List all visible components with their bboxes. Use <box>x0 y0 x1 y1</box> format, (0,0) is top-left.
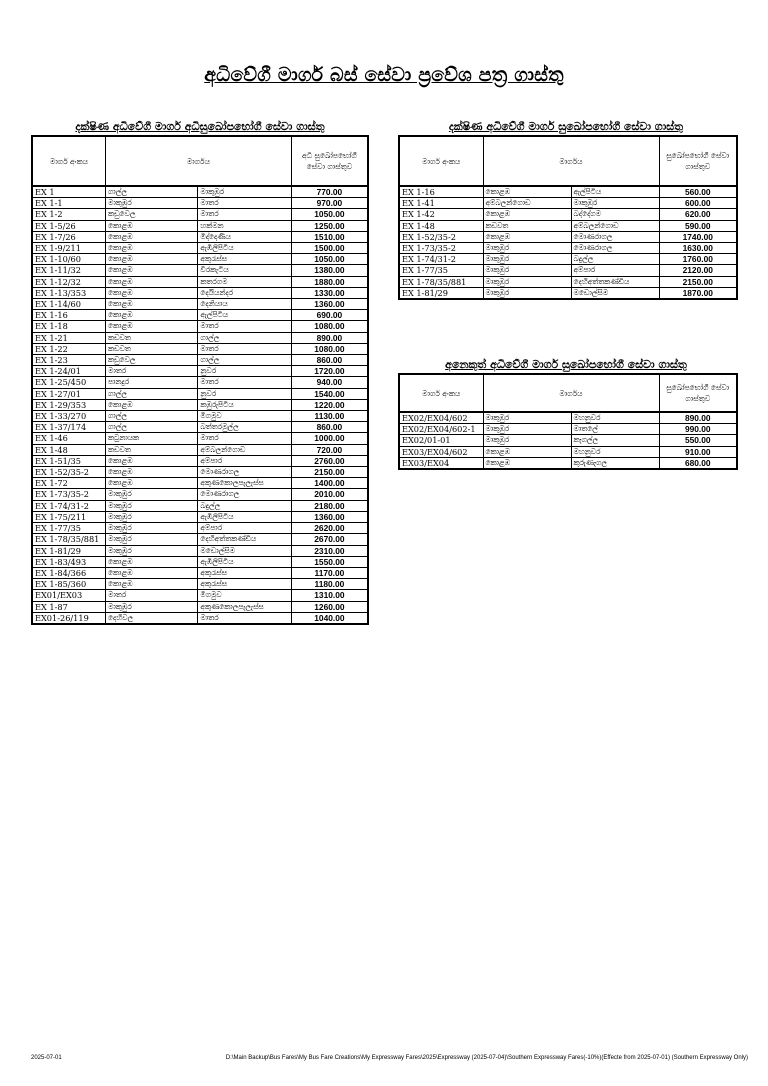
table-row <box>32 567 368 578</box>
route-number: EX 1-74/31-2 <box>32 500 106 511</box>
route-number: EX 1-21 <box>32 332 106 343</box>
route-origin: කොළඹ <box>106 299 198 310</box>
route-number: EX 1-33/270 <box>32 411 106 422</box>
route-number: EX 1-18 <box>32 321 106 332</box>
fare-value: 1080.00 <box>291 321 368 332</box>
route-destination: අම්පාර <box>198 523 291 534</box>
fare-value: 600.00 <box>659 198 737 209</box>
fare-value: 1130.00 <box>291 411 368 422</box>
route-number: EX02/EX04/602-1 <box>399 424 483 435</box>
table-row <box>32 198 368 209</box>
route-number: EX 1-77/35 <box>399 265 483 276</box>
route-destination: මාතලේ <box>571 424 659 435</box>
fare-value: 1510.00 <box>291 231 368 242</box>
route-destination: මාකුඹුර <box>571 198 659 209</box>
fare-header: සුඛෝපභෝගී සේවා ගාස්තුව <box>659 374 737 412</box>
route-origin: අම්බලන්ගොඩ <box>483 198 571 209</box>
route-destination: ඇඹිලිපිටිය <box>198 556 291 567</box>
route-number: EX01/EX03 <box>32 590 106 601</box>
route-number: EX 1-73/35-2 <box>399 243 483 254</box>
route-origin: මාකුඹුර <box>106 198 198 209</box>
route-number: EX 1-2 <box>32 209 106 220</box>
fare-value: 990.00 <box>659 424 737 435</box>
fare-value: 1760.00 <box>659 254 737 265</box>
table-row <box>32 332 368 343</box>
route-destination: මාතර <box>198 433 291 444</box>
route-origin: දෙහිවල <box>106 612 198 624</box>
route-destination: මීගමුව <box>198 590 291 601</box>
page-title: අධිවේගී මාර්ග බස් සේවා ප්‍රවේශ පත්‍ර ගාස්තු <box>204 64 564 86</box>
fare-value: 1040.00 <box>291 612 368 624</box>
route-origin: ගාල්ල <box>106 422 198 433</box>
fare-value: 1500.00 <box>291 243 368 254</box>
route-number: EX 1-73/35-2 <box>32 489 106 500</box>
route-number: EX 1-16 <box>32 310 106 321</box>
route-destination: අම්පාර <box>198 455 291 466</box>
route-origin: කොළඹ <box>106 243 198 254</box>
route-destination: වීරකැටිය <box>198 265 291 276</box>
route-destination: කඹුරුපිටිය <box>198 399 291 410</box>
table-row <box>32 299 368 310</box>
table-row <box>32 186 368 198</box>
route-origin: මාකුඹුර <box>483 435 571 446</box>
table-row <box>32 489 368 500</box>
route-origin: මාකුඹුර <box>106 534 198 545</box>
fare-value: 1360.00 <box>291 299 368 310</box>
route-destination: මාතර <box>198 321 291 332</box>
table-row <box>32 433 368 444</box>
route-destination: නුවර <box>198 366 291 377</box>
table-row <box>399 231 737 242</box>
route-origin: මාකුඹුර <box>106 601 198 612</box>
route-origin: කොළඹ <box>106 399 198 410</box>
table-row <box>32 287 368 298</box>
route-origin: ගාල්ල <box>106 388 198 399</box>
route-origin: මාකුඹුර <box>106 545 198 556</box>
route-destination: අකුරැස්ස <box>198 254 291 265</box>
table-row <box>32 612 368 624</box>
route-destination: මොණරාගල <box>198 489 291 500</box>
fare-value: 970.00 <box>291 198 368 209</box>
table-row <box>32 355 368 366</box>
route-destination: අම්බලන්ගොඩ <box>198 444 291 455</box>
fare-value: 1180.00 <box>291 579 368 590</box>
fare-value: 620.00 <box>659 209 737 220</box>
table-row <box>32 478 368 489</box>
route-destination: නුවර <box>198 388 291 399</box>
route-origin: මාකුඹුර <box>106 489 198 500</box>
fare-value: 2150.00 <box>291 467 368 478</box>
route-origin: කඩවත <box>106 444 198 455</box>
table-row <box>32 467 368 478</box>
route-destination: දෙනියාය <box>198 299 291 310</box>
route-destination: මඩොල්සිම <box>198 545 291 556</box>
route-number: EX03/EX04 <box>399 457 483 469</box>
route-origin: කොළඹ <box>106 567 198 578</box>
table-row <box>32 590 368 601</box>
table-row <box>32 243 368 254</box>
route-number: EX 1-78/35/881 <box>399 276 483 287</box>
fare-value: 1630.00 <box>659 243 737 254</box>
fare-header: සුඛෝපභෝගී සේවා ගාස්තුව <box>659 136 737 186</box>
route-number: EX 1-42 <box>399 209 483 220</box>
table-row <box>32 310 368 321</box>
route-origin: කොළඹ <box>106 254 198 265</box>
route-destination: අම්බලන්ගොඩ <box>571 220 659 231</box>
fare-value: 860.00 <box>291 355 368 366</box>
route-origin: කොළඹ <box>483 457 571 469</box>
route-origin: ගාල්ල <box>106 186 198 198</box>
route-number: EX 1-13/353 <box>32 287 106 298</box>
fare-value: 2760.00 <box>291 455 368 466</box>
super-luxury-fare-table <box>31 135 369 625</box>
route-destination: ඇල්පිටිය <box>198 310 291 321</box>
route-number: EX 1-24/01 <box>32 366 106 377</box>
route-number-header: මාර්ග අංකය <box>399 374 483 412</box>
fare-value: 680.00 <box>659 457 737 469</box>
fare-value: 1400.00 <box>291 478 368 489</box>
fare-value: 1550.00 <box>291 556 368 567</box>
table-row <box>399 220 737 231</box>
table-row <box>32 377 368 388</box>
table-row <box>32 231 368 242</box>
other-expressway-fare-table <box>398 373 738 470</box>
fare-value: 1870.00 <box>659 287 737 299</box>
route-number: EX 1-27/01 <box>32 388 106 399</box>
route-origin: මාකුඹුර <box>483 287 571 299</box>
route-origin: කොළඹ <box>106 579 198 590</box>
route-number: EX 1-78/35/881 <box>32 534 106 545</box>
route-destination: දෙහිඅත්තකණ්ඩිය <box>198 534 291 545</box>
route-origin: කොළඹ <box>106 455 198 466</box>
fare-value: 1260.00 <box>291 601 368 612</box>
table-row <box>399 265 737 276</box>
route-destination: බදුල්ල <box>571 254 659 265</box>
route-number: EX 1-37/174 <box>32 422 106 433</box>
table-row <box>399 276 737 287</box>
route-destination: මාතර <box>198 612 291 624</box>
route-number: EX 1-14/60 <box>32 299 106 310</box>
route-destination: මාතර <box>198 198 291 209</box>
fare-value: 1360.00 <box>291 511 368 522</box>
route-number-header: මාර්ග අංකය <box>32 136 106 186</box>
route-number: EX 1-84/366 <box>32 567 106 578</box>
table-row <box>32 220 368 231</box>
route-destination: මාතර <box>198 209 291 220</box>
route-origin: කොළඹ <box>483 231 571 242</box>
fare-value: 1310.00 <box>291 590 368 601</box>
route-header: මාර්ගය <box>106 136 292 186</box>
route-origin: මාතර <box>106 590 198 601</box>
table-row <box>399 254 737 265</box>
route-number: EX 1-25/450 <box>32 377 106 388</box>
route-origin: කොළඹ <box>483 186 571 198</box>
route-origin: කොළඹ <box>106 556 198 567</box>
route-destination: අකුණකොලපැලැස්ස <box>198 601 291 612</box>
luxury-fare-table <box>398 135 738 300</box>
route-number: EX02/EX04/602 <box>399 412 483 424</box>
table-row <box>32 534 368 545</box>
route-origin: මාකුඹුර <box>483 254 571 265</box>
route-origin: මාකුඹුර <box>106 511 198 522</box>
fare-header: අධි සුඛෝපභෝගී සේවා ගාස්තුව <box>291 136 368 186</box>
right-top-table-title: දක්ෂිණ අධිවේගී මාර්ග සුඛෝපභෝගී සේවා ගාස්තු <box>448 120 684 133</box>
route-number: EX 1-9/211 <box>32 243 106 254</box>
route-number: EX 1-22 <box>32 343 106 354</box>
route-origin: මාකුඹුර <box>483 276 571 287</box>
fare-value: 1380.00 <box>291 265 368 276</box>
route-number: EX 1-85/360 <box>32 579 106 590</box>
fare-value: 1000.00 <box>291 433 368 444</box>
route-destination: මීගමුව <box>198 411 291 422</box>
route-number: EX 1-83/493 <box>32 556 106 567</box>
route-number: EX 1 <box>32 186 106 198</box>
route-number: EX 1-48 <box>32 444 106 455</box>
route-origin: කොළඹ <box>106 321 198 332</box>
footer-file-path: D:\Main Backup\Bus Fares\My Bus Fare Creations\My Expressway Fares\2025\Expressway (2025-07-04)\Southern Expressway Fares(-10%)(Effecte from 2025-07-01) (Southern Expressway Only) <box>225 1055 748 1061</box>
table-row <box>32 523 368 534</box>
route-number: EX02/01-01 <box>399 435 483 446</box>
route-origin: කඩුවෙල <box>106 355 198 366</box>
route-number: EX 1-46 <box>32 433 106 444</box>
route-origin: කොළඹ <box>106 310 198 321</box>
fare-value: 1170.00 <box>291 567 368 578</box>
route-origin: කඩුවෙල <box>106 209 198 220</box>
table-row <box>399 435 737 446</box>
route-origin: මාතර <box>106 366 198 377</box>
fare-value: 1250.00 <box>291 220 368 231</box>
fare-value: 1050.00 <box>291 209 368 220</box>
route-destination: අම්පාර <box>571 265 659 276</box>
route-number: EX 1-52/35-2 <box>399 231 483 242</box>
fare-value: 2150.00 <box>659 276 737 287</box>
route-destination: මාතර <box>198 377 291 388</box>
route-number: EX 1-75/211 <box>32 511 106 522</box>
route-destination: කතරගම <box>198 276 291 287</box>
route-destination: මාකුඹුර <box>198 186 291 198</box>
route-destination: කෑගල්ල <box>571 435 659 446</box>
table-row <box>399 446 737 457</box>
table-row <box>32 579 368 590</box>
table-row <box>32 511 368 522</box>
fare-value: 1080.00 <box>291 343 368 354</box>
route-number: EX 1-1 <box>32 198 106 209</box>
fare-value: 560.00 <box>659 186 737 198</box>
table-row <box>32 556 368 567</box>
table-row <box>399 287 737 299</box>
route-number: EX 1-29/353 <box>32 399 106 410</box>
table-row <box>32 343 368 354</box>
fare-value: 2120.00 <box>659 265 737 276</box>
fare-value: 2180.00 <box>291 500 368 511</box>
table-row <box>32 388 368 399</box>
table-row <box>399 243 737 254</box>
route-number: EX 1-52/35-2 <box>32 467 106 478</box>
route-origin: කඩවත <box>106 343 198 354</box>
route-destination: මහනුවර <box>571 412 659 424</box>
route-origin: මාකුඹුර <box>483 265 571 276</box>
route-destination: බදුල්ල <box>198 500 291 511</box>
table-row <box>399 186 737 198</box>
table-row <box>32 455 368 466</box>
route-origin: කොළඹ <box>483 446 571 457</box>
table-row <box>32 321 368 332</box>
table-row <box>32 422 368 433</box>
table-row <box>32 209 368 220</box>
route-destination: හක්මන <box>198 220 291 231</box>
fare-value: 1050.00 <box>291 254 368 265</box>
table-row <box>32 444 368 455</box>
route-origin: කොළඹ <box>483 209 571 220</box>
route-destination: දෙයියන්දර <box>198 287 291 298</box>
route-number: EX 1-81/29 <box>399 287 483 299</box>
fare-value: 2010.00 <box>291 489 368 500</box>
table-row <box>32 265 368 276</box>
route-destination: බත්තරමුල්ල <box>198 422 291 433</box>
route-origin: පානදුර <box>106 377 198 388</box>
route-origin: මාකුඹුර <box>106 500 198 511</box>
fare-value: 2670.00 <box>291 534 368 545</box>
route-origin: මාකුඹුර <box>483 424 571 435</box>
fare-value: 1740.00 <box>659 231 737 242</box>
route-header: මාර්ගය <box>483 374 659 412</box>
route-number: EX 1-41 <box>399 198 483 209</box>
route-number: EX 1-48 <box>399 220 483 231</box>
route-origin: ගාල්ල <box>106 411 198 422</box>
route-destination: මාතර <box>198 343 291 354</box>
route-origin: කොළඹ <box>106 276 198 287</box>
route-origin: කඩවත <box>483 220 571 231</box>
fare-value: 2620.00 <box>291 523 368 534</box>
route-destination: ඇල්පිටිය <box>571 186 659 198</box>
fare-value: 910.00 <box>659 446 737 457</box>
fare-value: 860.00 <box>291 422 368 433</box>
route-number: EX 1-51/35 <box>32 455 106 466</box>
table-row <box>399 424 737 435</box>
fare-value: 1880.00 <box>291 276 368 287</box>
route-destination: මඩොල්සිම <box>571 287 659 299</box>
table-row <box>32 366 368 377</box>
route-origin: මාකුඹුර <box>483 412 571 424</box>
route-destination: ඇඹිලිපිටිය <box>198 243 291 254</box>
route-destination: බද්දේගම <box>571 209 659 220</box>
table-row <box>399 457 737 469</box>
route-number-header: මාර්ග අංකය <box>399 136 483 186</box>
route-destination: අකුණකොලපැලැස්ස <box>198 478 291 489</box>
route-origin: මාකුඹුර <box>106 523 198 534</box>
route-number: EX 1-5/26 <box>32 220 106 231</box>
route-number: EX 1-11/32 <box>32 265 106 276</box>
table-row <box>399 198 737 209</box>
fare-value: 1220.00 <box>291 399 368 410</box>
route-number: EX 1-12/32 <box>32 276 106 287</box>
fare-value: 2310.00 <box>291 545 368 556</box>
route-destination: ගාල්ල <box>198 332 291 343</box>
table-row <box>32 254 368 265</box>
route-destination: ගාල්ල <box>198 355 291 366</box>
fare-value: 890.00 <box>291 332 368 343</box>
table-row <box>399 412 737 424</box>
fare-value: 690.00 <box>291 310 368 321</box>
route-origin: කොළඹ <box>106 287 198 298</box>
route-number: EX 1-77/35 <box>32 523 106 534</box>
route-number: EX03/EX04/602 <box>399 446 483 457</box>
route-number: EX 1-10/60 <box>32 254 106 265</box>
table-row <box>32 500 368 511</box>
right-bottom-table-title: අනෙකුත් අධිවේගී මාර්ග සුඛෝපභෝගී සේවා ගාස්තු <box>445 358 687 371</box>
table-row <box>399 209 737 220</box>
route-origin: කඩවත <box>106 332 198 343</box>
route-origin: මාකුඹුර <box>483 243 571 254</box>
fare-value: 890.00 <box>659 412 737 424</box>
route-number: EX 1-23 <box>32 355 106 366</box>
route-number: EX 1-81/29 <box>32 545 106 556</box>
route-destination: මහනුවර <box>571 446 659 457</box>
fare-value: 590.00 <box>659 220 737 231</box>
route-destination: අකුරැස්ස <box>198 567 291 578</box>
route-origin: කොළඹ <box>106 467 198 478</box>
fare-value: 1540.00 <box>291 388 368 399</box>
route-origin: කොළඹ <box>106 265 198 276</box>
route-number: EX 1-72 <box>32 478 106 489</box>
fare-value: 550.00 <box>659 435 737 446</box>
route-origin: කොළඹ <box>106 220 198 231</box>
route-origin: කොළඹ <box>106 478 198 489</box>
route-number: EX 1-74/31-2 <box>399 254 483 265</box>
route-number: EX01-26/119 <box>32 612 106 624</box>
route-destination: දෙහිඅත්තකණ්ඩිය <box>571 276 659 287</box>
fare-value: 1720.00 <box>291 366 368 377</box>
route-number: EX 1-7/26 <box>32 231 106 242</box>
fare-value: 720.00 <box>291 444 368 455</box>
route-destination: මොණරාගල <box>571 243 659 254</box>
table-row <box>32 276 368 287</box>
table-row <box>32 601 368 612</box>
table-row <box>32 545 368 556</box>
route-origin: කටුනායක <box>106 433 198 444</box>
route-number: EX 1-87 <box>32 601 106 612</box>
route-origin: කොළඹ <box>106 231 198 242</box>
route-destination: මොණරාගල <box>571 231 659 242</box>
fare-value: 940.00 <box>291 377 368 388</box>
route-destination: මොණරාගල <box>198 467 291 478</box>
route-destination: මිද්දෙණිය <box>198 231 291 242</box>
fare-value: 770.00 <box>291 186 368 198</box>
route-destination: ඇඹිලිපිටිය <box>198 511 291 522</box>
table-row <box>32 399 368 410</box>
table-row <box>32 411 368 422</box>
left-table-title: දක්ෂිණ අධිවේගී මාර්ග අධිසුඛෝපභෝගී සේවා ගාස්තු <box>75 120 325 133</box>
route-destination: අකුරැස්ස <box>198 579 291 590</box>
fare-value: 1330.00 <box>291 287 368 298</box>
route-header: මාර්ගය <box>483 136 659 186</box>
route-number: EX 1-16 <box>399 186 483 198</box>
footer-date: 2025-07-01 <box>31 1055 62 1061</box>
route-destination: කුරුණෑගල <box>571 457 659 469</box>
